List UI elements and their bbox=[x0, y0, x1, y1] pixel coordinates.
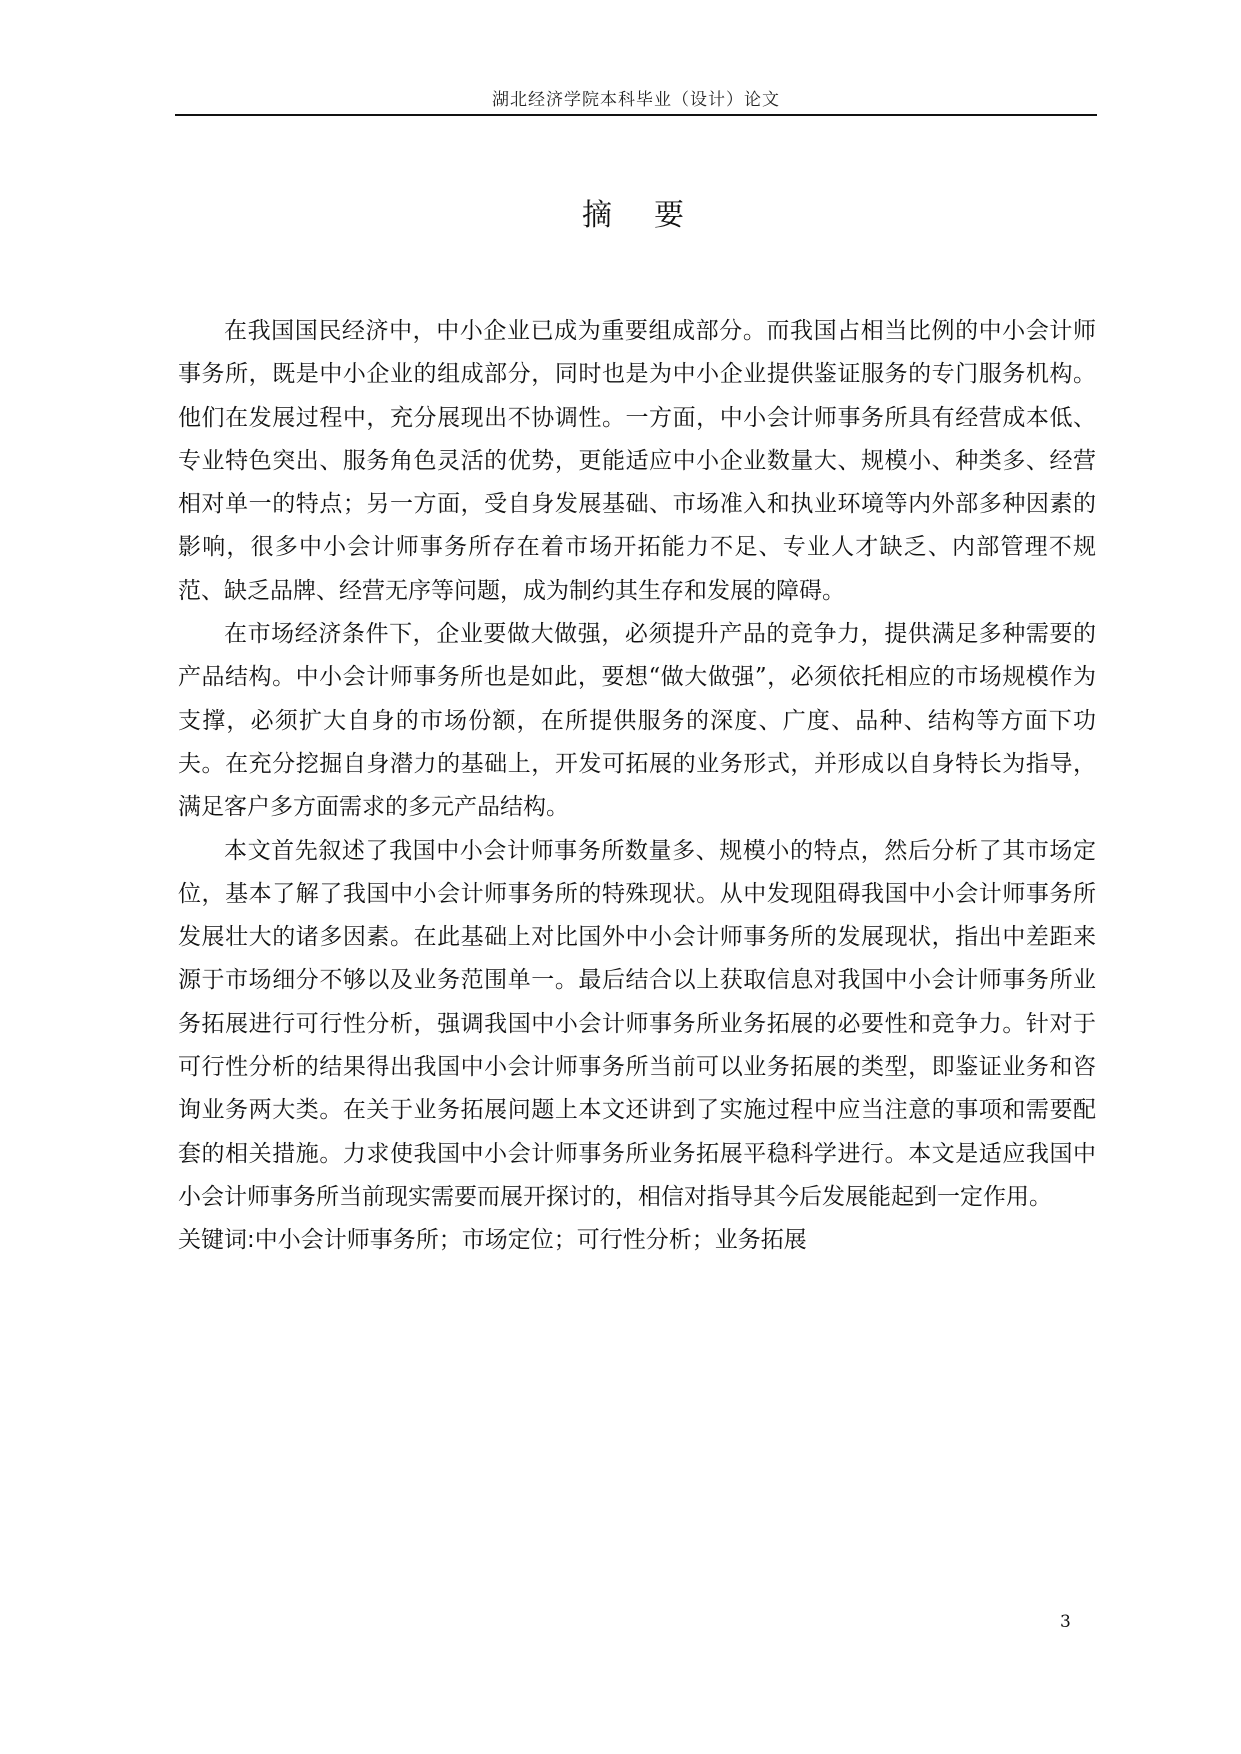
page-header: 湖北经济学院本科毕业（设计）论文 bbox=[492, 90, 780, 110]
keywords-value: 中小会计师事务所；市场定位；可行性分析；业务拓展 bbox=[254, 1227, 807, 1254]
page-title: 摘 要 bbox=[582, 198, 690, 233]
keywords-label: 关键词: bbox=[178, 1227, 255, 1254]
page-number: 3 bbox=[1060, 1612, 1071, 1632]
abstract-paragraph-1: 在我国国民经济中，中小企业已成为重要组成部分。而我国占相当比例的中小会计师事务所，既是中小企业的组成部分，同时也是为中小企业提供鉴证服务的专门服务机构。他们在发展过程中，充分展现出不协调性。一方面，中小会计师事务所具有经营成本低、专业特色突出、服务角色灵活的优势，更能适应中小企业数量大、规模小、种类多、经营相对单一的特点；另一方面，受自身发展基础、市场准入和执业环境等内外部多种因素的影响，很多中小会计师事务所存在着市场开拓能力不足、专业人才缺乏、内部管理不规范、缺乏品牌、经营无序等问题，成为制约其生存和发展的障碍。 bbox=[178, 318, 1096, 604]
header-rule bbox=[175, 114, 1097, 116]
keywords-line bbox=[178, 1219, 1096, 1262]
abstract-paragraph-3: 本文首先叙述了我国中小会计师事务所数量多、规模小的特点，然后分析了其市场定位，基本了解了我国中小会计师事务所的特殊现状。从中发现阻碍我国中小会计师事务所发展壮大的诸多因素。在此基础上对比国外中小会计师事务所的发展现状，指出中差距来源于市场细分不够以及业务范围单一。最后结合以上获取信息对我国中小会计师事务所业务拓展进行可行性分析，强调我国中小会计师事务所业务拓展的必要性和竞争力。针对于可行性分析的结果得出我国中小会计师事务所当前可以业务拓展的类型，即鉴证业务和咨询业务两大类。在关于业务拓展问题上本文还讲到了实施过程中应当注意的事项和需要配套的相关措施。力求使我国中小会计师事务所业务拓展平稳科学进行。本文是适应我国中小会计师事务所当前现实需要而展开探讨的，相信对指导其今后发展能起到一定作用。 bbox=[178, 837, 1096, 1210]
abstract-paragraph-2: 在市场经济条件下，企业要做大做强，必须提升产品的竞争力，提供满足多种需要的产品结构。中小会计师事务所也是如此，要想“做大做强”，必须依托相应的市场规模作为支撑，必须扩大自身的市场份额，在所提供服务的深度、广度、品种、结构等方面下功夫。在充分挖掘自身潜力的基础上，开发可拓展的业务形式，并形成以自身特长为指导，满足客户多方面需求的多元产品结构。 bbox=[178, 621, 1096, 821]
abstract-body bbox=[178, 310, 1096, 1263]
